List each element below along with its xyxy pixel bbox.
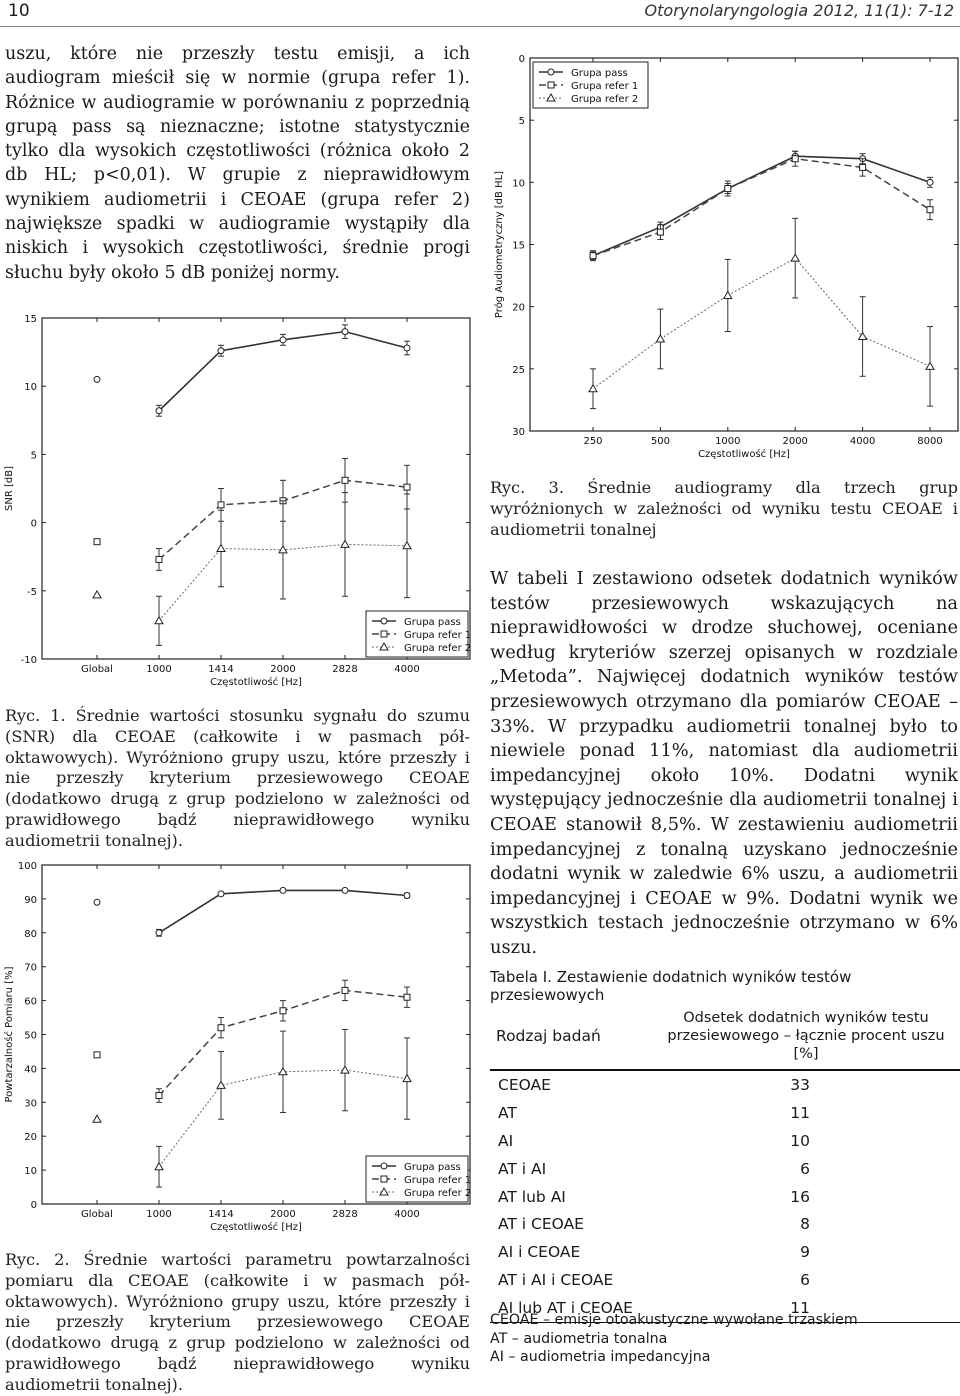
x-tick-label: 1414 — [208, 1209, 234, 1220]
table-cell-percent: 11 — [790, 1103, 810, 1122]
x-axis-label: Częstotliwość [Hz] — [210, 1222, 302, 1233]
data-point — [657, 229, 663, 235]
y-axis-label: SNR [dB] — [4, 466, 15, 511]
series-line — [593, 258, 930, 389]
table-row — [490, 1070, 960, 1099]
series-line — [593, 156, 930, 255]
data-point — [342, 477, 348, 483]
data-point — [94, 539, 100, 545]
table-legend-line: AT – audiometria tonalna — [490, 1330, 668, 1347]
y-tick-label: 40 — [24, 1064, 37, 1076]
data-point — [93, 591, 101, 598]
table-cell-test-type: AT i CEOAE — [498, 1215, 584, 1234]
data-point — [94, 1052, 100, 1058]
data-point — [791, 254, 799, 261]
data-point — [656, 335, 664, 342]
table-cell-percent: 6 — [800, 1271, 810, 1290]
x-tick-label: 1414 — [208, 664, 234, 675]
data-point — [94, 376, 100, 382]
y-tick-label: 80 — [24, 928, 37, 940]
x-tick-label: 2000 — [782, 436, 808, 447]
data-point — [589, 385, 597, 392]
data-point — [218, 891, 224, 897]
y-tick-label: 15 — [24, 314, 37, 325]
table-row — [490, 1266, 960, 1294]
data-point — [218, 1025, 224, 1031]
y-tick-label: 0 — [518, 54, 525, 65]
data-point — [93, 1115, 101, 1122]
table-cell-percent: 33 — [790, 1075, 810, 1094]
legend-label: Grupa pass — [404, 1162, 461, 1173]
table-cell-test-type: AI i CEOAE — [498, 1243, 581, 1262]
data-point — [403, 1075, 411, 1082]
data-point — [94, 899, 100, 905]
figure-2-chart — [0, 855, 475, 1240]
data-point — [724, 291, 732, 298]
x-tick-label: Global — [81, 664, 113, 675]
data-point — [792, 156, 798, 162]
data-point — [860, 164, 866, 170]
data-point — [342, 887, 348, 893]
x-tick-label: 8000 — [917, 436, 943, 447]
table-row — [490, 1238, 960, 1266]
legend-label: Grupa refer 2 — [404, 1188, 472, 1199]
table-cell-test-type: AT lub AI — [498, 1187, 566, 1206]
page-number: 10 — [8, 1, 30, 21]
body-paragraph-1: uszu, które nie przeszły testu emisji, a ich audiogram mieścił się w normie (grupa refer 1). Różnice w audiogramie w porównaniu z poprzednią grupą pass są nieznaczne; istotne statystycznie tylko dla wysokich częstotliwości (różnica około 2 db HL; p<0,01). W grupie z nieprawidłowym wynikiem audiometrii i CEOAE (grupa refer 2) największe spadki w audiogramie wystąpiły dla niskich i wysokich częstotliwości, średnie progi słuchu były około 5 dB poniżej normy. — [5, 44, 470, 283]
figure-1-chart — [0, 310, 475, 695]
legend-label: Grupa pass — [404, 617, 461, 628]
table-cell-test-type: AI — [498, 1131, 514, 1150]
table-cell-percent: 9 — [800, 1243, 810, 1262]
x-tick-label: 2000 — [270, 1209, 296, 1220]
data-point — [404, 484, 410, 490]
series-line — [159, 890, 407, 932]
x-tick-label: 500 — [650, 436, 670, 447]
table-row — [490, 1210, 960, 1238]
x-tick-label: Global — [81, 1209, 113, 1220]
y-tick-label: 0 — [30, 1200, 37, 1211]
y-tick-label: 90 — [24, 894, 37, 906]
table-row — [490, 1183, 960, 1211]
y-tick-label: 100 — [17, 861, 37, 872]
table-header-row — [490, 1005, 960, 1070]
x-tick-label: 1000 — [715, 436, 741, 447]
legend-marker — [381, 1176, 387, 1182]
data-point — [927, 179, 933, 185]
y-tick-label: 0 — [30, 518, 37, 530]
y-tick-label: 70 — [24, 962, 37, 974]
y-tick-label: 50 — [24, 1030, 37, 1042]
table-header-percent: Odsetek dodatnich wyników testu przesiewowego – łącznie procent uszu [%] — [650, 1005, 960, 1070]
x-tick-label: 2828 — [332, 1209, 358, 1220]
results-table — [490, 1005, 960, 1323]
y-tick-label: 25 — [512, 364, 525, 376]
data-point — [341, 540, 349, 547]
y-tick-label: 60 — [24, 996, 37, 1008]
y-tick-label: 20 — [24, 1132, 37, 1144]
data-point — [218, 348, 224, 354]
data-point — [217, 545, 225, 552]
y-tick-label: 10 — [512, 178, 525, 190]
legend-marker — [381, 618, 387, 624]
legend-label: Grupa refer 1 — [571, 81, 639, 92]
table-cell-test-type: AT i AI — [498, 1159, 547, 1178]
table-cell-percent: 10 — [790, 1131, 810, 1150]
data-point — [404, 994, 410, 1000]
legend-marker — [548, 82, 554, 88]
figure-3-caption: Ryc. 3. Średnie audiogramy dla trzech grup wyróżnionych w zależności od wyniku testu CEOAE i audiometrii tonalnej — [490, 478, 958, 539]
y-tick-label: 10 — [24, 382, 37, 394]
legend-marker — [548, 69, 554, 75]
table-cell-percent: 11 — [650, 1294, 960, 1322]
x-tick-label: 4000 — [394, 1209, 420, 1220]
table-legend-line: AI – audiometria impedancyjna — [490, 1349, 711, 1365]
table-title: Tabela I. Zestawienie dodatnich wyników testów przesiewowych — [490, 968, 852, 1004]
table-cell-test-type: CEOAE — [498, 1075, 551, 1094]
data-point — [403, 542, 411, 549]
legend-label: Grupa refer 2 — [404, 643, 472, 654]
data-point — [341, 1066, 349, 1073]
legend-label: Grupa refer 1 — [404, 630, 472, 641]
table-legend-line: CEOAE – emisje otoakustyczne wywołane trzaskiem — [490, 1312, 858, 1328]
data-point — [156, 408, 162, 414]
data-point — [280, 337, 286, 343]
y-tick-label: -5 — [27, 586, 37, 598]
data-point — [404, 893, 410, 899]
x-tick-label: 4000 — [394, 664, 420, 675]
table-legend — [490, 1311, 858, 1367]
data-point — [156, 556, 162, 562]
legend-label: Grupa refer 1 — [404, 1175, 472, 1186]
table-row — [490, 1127, 960, 1155]
data-point — [342, 329, 348, 335]
data-point — [404, 345, 410, 351]
table-row — [490, 1155, 960, 1183]
legend-label: Grupa pass — [571, 68, 628, 79]
data-point — [590, 253, 596, 259]
page-header — [0, 0, 960, 27]
y-tick-label: 15 — [512, 240, 525, 252]
table-header-test-type: Rodzaj badań — [490, 1005, 650, 1070]
data-point — [280, 887, 286, 893]
table-row — [490, 1099, 960, 1127]
x-tick-label: 2828 — [332, 664, 358, 675]
data-point — [218, 502, 224, 508]
figure-3-chart — [490, 40, 960, 470]
x-tick-label: 250 — [583, 436, 603, 447]
y-tick-label: 5 — [30, 450, 37, 462]
data-point — [927, 207, 933, 213]
table-cell-test-type: AT i AI i CEOAE — [498, 1271, 614, 1290]
x-tick-label: 4000 — [849, 436, 876, 447]
legend-label: Grupa refer 2 — [571, 94, 639, 105]
x-axis-label: Częstotliwość [Hz] — [698, 449, 790, 460]
data-point — [342, 987, 348, 993]
y-tick-label: 30 — [24, 1098, 37, 1110]
legend-marker — [381, 631, 387, 637]
data-point — [725, 186, 731, 192]
x-tick-label: 1000 — [146, 1209, 172, 1220]
table-cell-test-type: AI lub AT i CEOAE — [490, 1294, 650, 1322]
journal-reference: Otorynolaryngologia 2012, 11(1): 7-12 — [644, 1, 954, 20]
table-cell-percent: 6 — [800, 1159, 810, 1178]
y-axis-label: Próg Audiometryczny [dB HL] — [494, 170, 505, 319]
body-paragraph-2: W tabeli I zestawiono odsetek dodatnich wyników testów przesiewowych wskazujących na nieprawidłowości w drodze słuchowej, oceniane według kryteriów szerzej opisanych w rozdziale „Metoda”. Najwięcej dodatnich wyników testów przesiewowych otrzymano dla pomiarów CEOAE – 33%. W przypadku audiometrii tonalnej było to niewiele ponad 11%, natomiast dla audiometrii impedancyjnej około 10%. Dodatni wynik występujący jednocześnie dla audiometrii tonalnej i CEOAE stanowił 8,5%. W zestawieniu audiometrii impedancyjnej z tonalną uzyskano jednocześnie dodatni wynik w zaledwie 6% uszu, a audiometrii impedancyjnej i CEOAE w 9%. Dodatni wynik we wszystkich testach jednocześnie otrzymano w 6% uszu. — [490, 568, 958, 958]
plot-frame — [530, 58, 958, 431]
x-tick-label: 2000 — [270, 664, 296, 675]
y-tick-label: 5 — [518, 116, 525, 128]
figure-1-caption: Ryc. 1. Średnie wartości stosunku sygnału do szumu (SNR) dla CEOAE (całkowite i w pasmach pół-oktawowych). Wyróżniono grupy uszu, które przeszły i nie przeszły kryterium przesiewowego CEOAE (dodatkowo drugą z grup podzielono w zależności od prawidłowego bądź nieprawidłowego wyniku audiometrii tonalnej). — [5, 706, 470, 850]
data-point — [156, 1093, 162, 1099]
y-tick-label: 30 — [512, 427, 525, 438]
y-axis-label: Powtarzalność Pomiaru [%] — [4, 966, 15, 1103]
plot-frame — [42, 865, 470, 1204]
x-tick-label: 1000 — [146, 664, 172, 675]
table-cell-percent: 16 — [790, 1187, 810, 1206]
series-line — [593, 159, 930, 256]
table-cell-test-type: AT — [498, 1103, 517, 1122]
data-point — [280, 1008, 286, 1014]
table-cell-percent: 8 — [800, 1215, 810, 1234]
data-point — [926, 362, 934, 369]
legend-marker — [381, 1163, 387, 1169]
y-tick-label: 20 — [512, 302, 525, 314]
figure-2-caption: Ryc. 2. Średnie wartości parametru powtarzalności pomiaru dla CEOAE (całkowite i w pasmach pół-oktawowych). Wyróżniono grupy uszu, które przeszły i nie przeszły kryterium przesiewowego CEOAE (dodatkowo drugą z grup podzielono w zależności od prawidłowego bądź nieprawidłowego wyniku audiometrii tonalnej). — [5, 1250, 470, 1394]
x-axis-label: Częstotliwość [Hz] — [210, 677, 302, 688]
data-point — [156, 930, 162, 936]
y-tick-label: -10 — [20, 655, 37, 666]
y-tick-label: 10 — [24, 1166, 37, 1178]
